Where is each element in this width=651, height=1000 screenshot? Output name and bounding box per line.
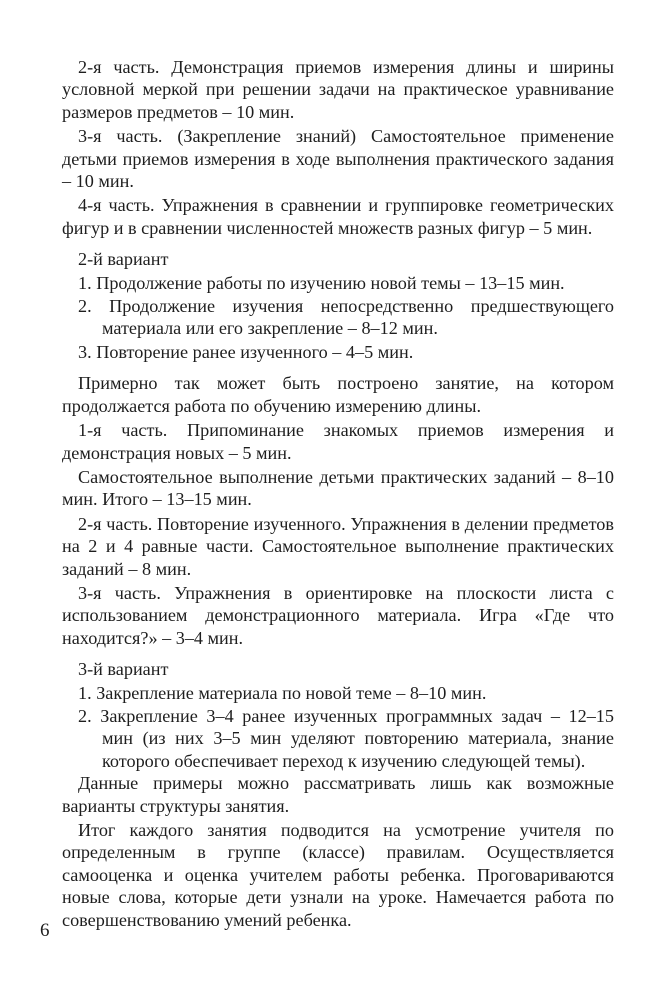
paragraph-part-4: 4-я часть. Упражнения в сравнении и группировке геометрических фигур и в сравнении численностей множеств разных фигур – 5 мин. bbox=[62, 195, 614, 238]
variant-3-list bbox=[62, 682, 614, 773]
paragraph-part-1: 1-я часть. Припоминание знакомых приемов измерения и демонстрация новых – 5 мин. bbox=[62, 420, 614, 463]
list-item-text: Продолжение изучения непосредственно предшествующего материала или его закрепление – 8–12 мин. bbox=[102, 296, 614, 339]
variant-2-list bbox=[62, 272, 614, 364]
list-item bbox=[62, 341, 614, 363]
page-body bbox=[62, 56, 614, 931]
paragraph-part-2-repeat: 2-я часть. Повторение изученного. Упражнения в делении предметов на 2 и 4 равные части. Самостоятельное выполнение практических заданий – 8 мин. bbox=[62, 513, 614, 579]
paragraph-part-3-game: 3-я часть. Упражнения в ориентировке на плоскости листа с использованием демонстрационного материала. Игра «Где что находится?» – 3–4 мин. bbox=[62, 582, 614, 648]
variant-2-heading: 2-й вариант bbox=[78, 249, 169, 270]
page-number: 6 bbox=[40, 920, 50, 941]
list-item-text: Закрепление материала по новой теме – 8–10 мин. bbox=[96, 682, 487, 703]
list-item bbox=[62, 705, 614, 772]
paragraph-part-2: 2-я часть. Демонстрация приемов измерения длины и ширины условной меркой при решении задачи на практическое уравнивание размеров предметов – 10 мин. bbox=[62, 57, 614, 122]
list-item-text: Продолжение работы по изучению новой темы – 13–15 мин. bbox=[96, 272, 565, 293]
paragraph-summary: Итог каждого занятия подводится на усмотрение учителя по определенным в группе (классе) правилам. Осуществляется самооценка и оценка учителем работы ребенка. Проговариваются новые слова, которые дети узнали на уроке. Намечается работа по совершенствованию умений ребенка. bbox=[62, 820, 614, 930]
paragraph-examples: Данные примеры можно рассматривать лишь как возможные варианты структуры занятия. bbox=[62, 773, 614, 816]
list-item-text: Повторение ранее изученного – 4–5 мин. bbox=[96, 341, 414, 362]
list-item bbox=[62, 295, 614, 340]
paragraph-part-3: 3-я часть. (Закрепление знаний) Самостоятельное применение детьми приемов измерения в ходе выполнения практического задания – 10 мин. bbox=[62, 126, 614, 192]
list-item bbox=[62, 272, 614, 294]
list-item-number: 1. bbox=[78, 682, 92, 703]
list-item-number: 3. bbox=[78, 341, 92, 362]
paragraph-intro: Примерно так может быть построено занятие, на котором продолжается работа по обучению измерению длины. bbox=[62, 373, 614, 416]
variant-3-heading: 3-й вариант bbox=[78, 659, 169, 680]
list-item-number: 2. bbox=[78, 296, 92, 317]
list-item-text: Закрепление 3–4 ранее изученных программных задач – 12–15 мин (из них 3–5 мин уделяют повторению материала, знание которого обеспечивает переход к изучению следующей темы). bbox=[100, 705, 614, 771]
paragraph-independent-work: Самостоятельное выполнение детьми практических заданий – 8–10 мин. Итого – 13–15 мин. bbox=[62, 466, 614, 510]
list-item bbox=[62, 682, 614, 704]
list-item-number: 1. bbox=[78, 272, 92, 293]
list-item-number: 2. bbox=[78, 705, 92, 726]
